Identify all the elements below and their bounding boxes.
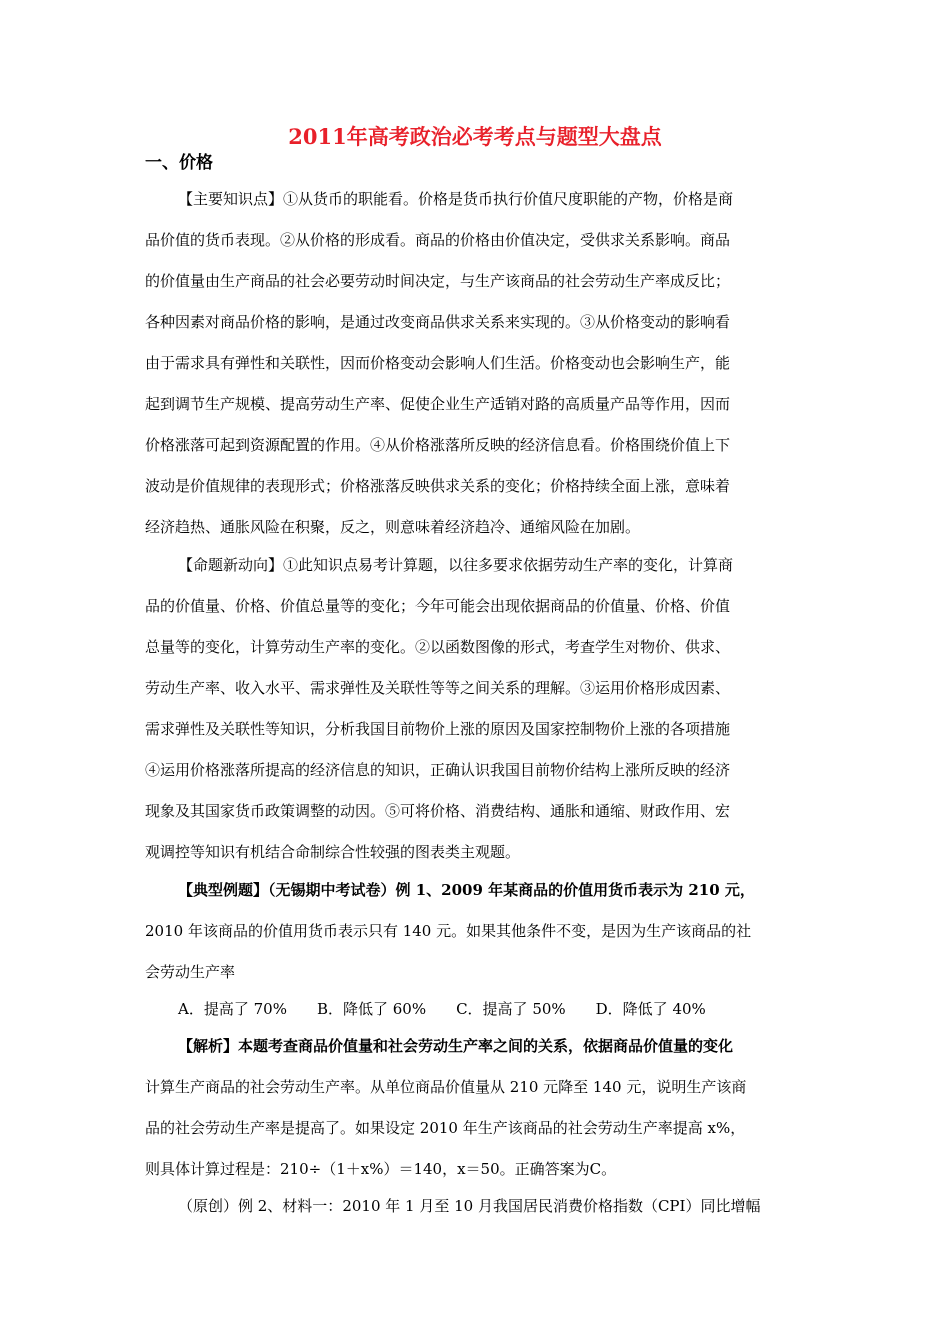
paragraph-line: 各种因素对商品价格的影响，是通过改变商品供求关系来实现的。③从价格变动的影响看 bbox=[145, 313, 731, 331]
paragraph-line: 品的价值量、价格、价值总量等的变化；今年可能会出现依据商品的价值量、价格、价值 bbox=[145, 597, 731, 615]
paragraph-line: 2010 年该商品的价值用货币表示只有 140 元。如果其他条件不变，是因为生产该商品的社 bbox=[145, 922, 752, 940]
paragraph-line: 现象及其国家货币政策调整的动因。⑤可将价格、消费结构、通胀和通缩、财政作用、宏 bbox=[145, 802, 731, 820]
paragraph-line: 的价值量由生产商品的社会必要劳动时间决定，与生产该商品的社会劳动生产率成反比； bbox=[145, 272, 731, 290]
paragraph-line: 【典型例题】（无锡期中考试卷）例 1、2009 年某商品的价值用货币表示为 210 元， bbox=[178, 881, 755, 899]
paragraph-line: 价格涨落可起到资源配置的作用。④从价格涨落所反映的经济信息看。价格围绕价值上下 bbox=[145, 436, 731, 454]
paragraph-line: 观调控等知识有机结合命制综合性较强的图表类主观题。 bbox=[145, 843, 521, 861]
answer-options: A．提高了 70% B．降低了 60% C．提高了 50% D．降低了 40% bbox=[178, 1000, 706, 1018]
paragraph-line: 【主要知识点】①从货币的职能看。价格是货币执行价值尺度职能的产物，价格是商 bbox=[178, 190, 734, 208]
paragraph-line: 波动是价值规律的表现形式；价格涨落反映供求关系的变化；价格持续全面上涨，意味着 bbox=[145, 477, 731, 495]
paragraph-line: 计算生产商品的社会劳动生产率。从单位商品价值量从 210 元降至 140 元，说明生产该商 bbox=[145, 1078, 747, 1096]
paragraph-line: 经济趋热、通胀风险在积聚，反之，则意味着经济趋冷、通缩风险在加剧。 bbox=[145, 518, 641, 536]
paragraph-line: （原创）例 2、材料一：2010 年 1 月至 10 月我国居民消费价格指数（CPI）同比增幅 bbox=[178, 1197, 761, 1215]
paragraph-line: 则具体计算过程是：210÷（1＋x%）＝140，x＝50。正确答案为C。 bbox=[145, 1160, 617, 1178]
paragraph-line: 起到调节生产规模、提高劳动生产率、促使企业生产适销对路的高质量产品等作用，因而 bbox=[145, 395, 731, 413]
paragraph-line: ④运用价格涨落所提高的经济信息的知识，正确认识我国目前物价结构上涨所反映的经济 bbox=[145, 761, 731, 779]
paragraph-line: 总量等的变化，计算劳动生产率的变化。②以函数图像的形式，考查学生对物价、供求、 bbox=[145, 638, 731, 656]
paragraph-line: 会劳动生产率 bbox=[145, 963, 236, 981]
paragraph-line: 由于需求具有弹性和关联性，因而价格变动会影响人们生活。价格变动也会影响生产，能 bbox=[145, 354, 731, 372]
document-title: 2011年高考政治必考考点与题型大盘点 bbox=[288, 124, 662, 149]
paragraph-line: 【命题新动向】①此知识点易考计算题，以往多要求依据劳动生产率的变化，计算商 bbox=[178, 556, 734, 574]
paragraph-line: 品价值的货币表现。②从价格的形成看。商品的价格由价值决定，受供求关系影响。商品 bbox=[145, 231, 731, 249]
section-heading-price: 一、价格 bbox=[145, 153, 213, 173]
paragraph-line: 劳动生产率、收入水平、需求弹性及关联性等等之间关系的理解。③运用价格形成因素、 bbox=[145, 679, 731, 697]
paragraph-line: 【解析】本题考查商品价值量和社会劳动生产率之间的关系，依据商品价值量的变化 bbox=[178, 1037, 734, 1055]
paragraph-line: 品的社会劳动生产率是提高了。如果设定 2010 年生产该商品的社会劳动生产率提高 x%， bbox=[145, 1119, 746, 1137]
paragraph-line: 需求弹性及关联性等知识，分析我国目前物价上涨的原因及国家控制物价上涨的各项措施 bbox=[145, 720, 731, 738]
